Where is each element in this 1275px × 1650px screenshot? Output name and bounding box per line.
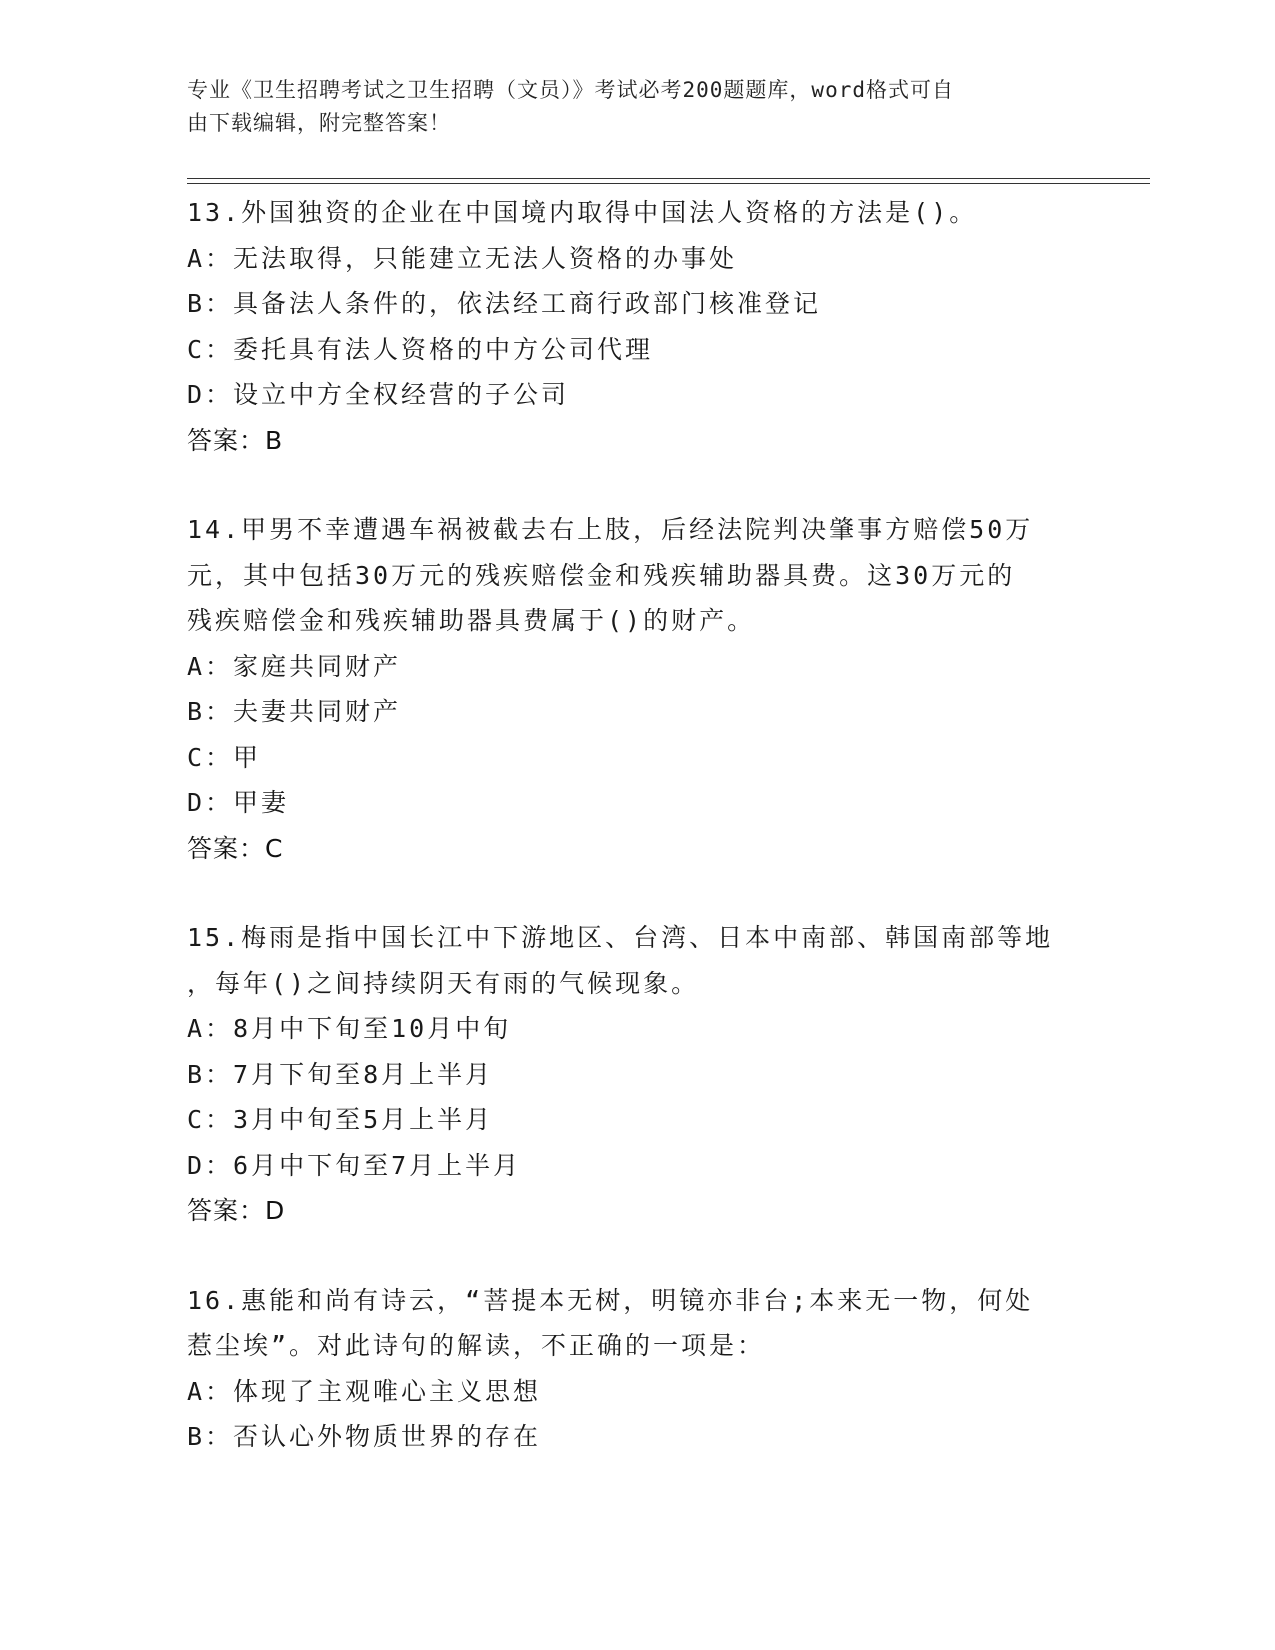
question-16	[187, 1278, 1087, 1460]
stem-line: 惹尘埃”。对此诗句的解读，不正确的一项是：	[187, 1331, 766, 1360]
header-line-1: 专业《卫生招聘考试之卫生招聘（文员）》考试必考200题题库，word格式可自	[187, 78, 954, 102]
stem-line: 13.外国独资的企业在中国境内取得中国法人资格的方法是()。	[187, 198, 978, 227]
answer-label: 答案：D	[187, 1196, 286, 1225]
option-b: B：夫妻共同财产	[187, 697, 402, 726]
option-d: D：甲妻	[187, 788, 290, 817]
option-c: C：甲	[187, 742, 262, 772]
header-line-2: 由下载编辑，附完整答案！	[187, 111, 451, 135]
question-stem	[187, 190, 1087, 236]
stem-line: 残疾赔偿金和残疾辅助器具费属于()的财产。	[187, 606, 756, 635]
stem-line: 元，其中包括30万元的残疾赔偿金和残疾辅助器具费。这30万元的	[187, 560, 1016, 590]
option-b: B：7月下旬至8月上半月	[187, 1059, 494, 1089]
stem-line: 16.惠能和尚有诗云，“菩提本无树，明镜亦非台;本来无一物，何处	[187, 1285, 1034, 1315]
option-b: B：否认心外物质世界的存在	[187, 1422, 542, 1451]
option-c: C：3月中旬至5月上半月	[187, 1105, 494, 1134]
option-a: A：家庭共同财产	[187, 651, 402, 681]
question-14	[187, 507, 1087, 871]
option-c: C：委托具有法人资格的中方公司代理	[187, 334, 654, 364]
question-list	[187, 190, 1087, 1504]
option-b: B：具备法人条件的，依法经工商行政部门核准登记	[187, 289, 822, 318]
stem-line: 15.梅雨是指中国长江中下游地区、台湾、日本中南部、韩国南部等地	[187, 923, 1054, 952]
answer-label: 答案：B	[187, 425, 284, 455]
option-d: D：6月中下旬至7月上半月	[187, 1150, 522, 1180]
answer-label: 答案：C	[187, 833, 284, 863]
question-stem	[187, 1278, 1087, 1369]
header-divider-bottom	[187, 183, 1150, 184]
question-15	[187, 915, 1087, 1234]
question-stem	[187, 915, 1087, 1006]
option-a: A：8月中下旬至10月中旬	[187, 1014, 512, 1043]
option-a: A：体现了主观唯心主义思想	[187, 1376, 542, 1406]
stem-line: 14.甲男不幸遭遇车祸被截去右上肢，后经法院判决肇事方赔偿50万	[187, 515, 1034, 544]
header-divider-top	[187, 178, 1150, 179]
option-d: D：设立中方全权经营的子公司	[187, 380, 570, 409]
option-a: A：无法取得，只能建立无法人资格的办事处	[187, 243, 738, 273]
question-stem	[187, 507, 1087, 644]
question-13	[187, 190, 1087, 463]
document-header	[187, 74, 1067, 140]
stem-line: ，每年()之间持续阴天有雨的气候现象。	[187, 968, 700, 998]
